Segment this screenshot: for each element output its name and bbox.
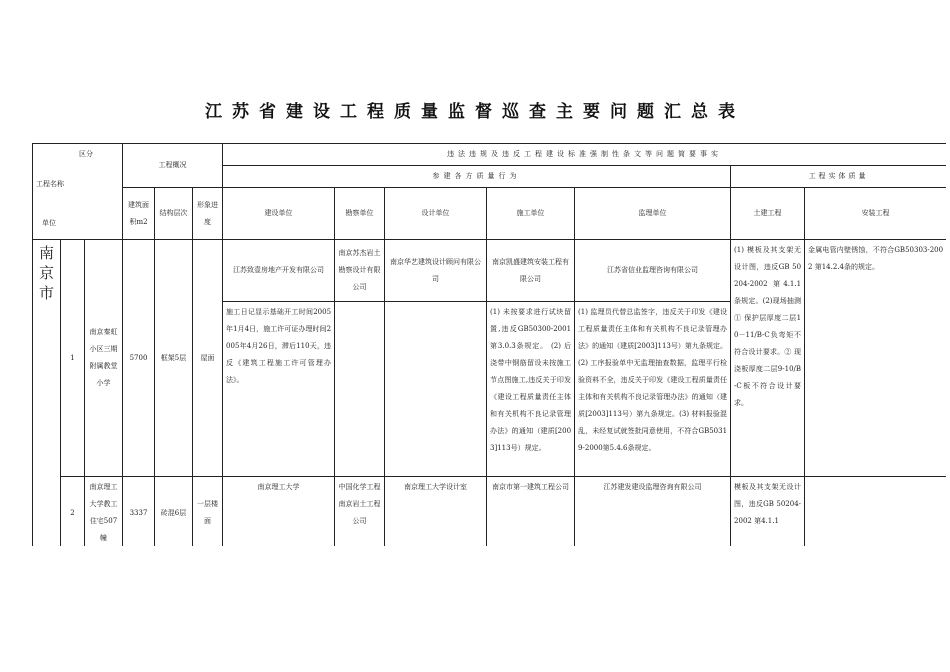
supervision-header: 监理单位 [575,188,731,240]
design-header: 设计单位 [385,188,487,240]
header-row-3 [33,188,947,240]
structure-header: 结构层次 [155,188,193,240]
violations-header: 违法违规及违反工程建设标准强制性条文等问题简要事实 [223,144,946,166]
install-issue-cell: 金属电管内壁锈蚀，不符合GB50303-2002 第14.2.4条的规定。 [805,240,946,477]
install-header: 安装工程 [805,188,946,240]
page-title: 江苏省建设工程质量监督巡查主要问题汇总表 [205,102,745,122]
construction-header: 施工单位 [487,188,575,240]
overview-header: 工程概况 [123,144,223,188]
table-row [33,477,947,547]
project-name-header: 工程名称 [36,180,64,188]
construction-unit-cell: 南京凯盛建筑安装工程有限公司 [487,240,575,302]
structure-cell: 框架5层 [155,240,193,477]
corner-header-cell [33,144,123,240]
construction-unit-cell: 南京市第一建筑工程公司 [487,477,575,547]
design-issue-cell [385,302,487,477]
civil-issue-cell: (1) 模板及其支架无设计图，违反GB 50204-2002 第4.1.1条规定。(2)现场抽测① 保护层厚度二层10－11/B-C负弯矩不符合设计要求。② 现浇板厚度二层9-10/B-C板不符合设计要求。 [731,240,805,477]
area-header: 建筑面积m2 [123,188,155,240]
civil-header: 土建工程 [731,188,805,240]
header-row-1 [33,144,947,166]
construction-issue-cell: (1) 未按要求进行试块留置,违反GB50300-2001 第3.0.3条规定。 (2) 后浇带中钢筋留设未按施工节点图施工,违反关于印发《建设工程质量责任主体和有关机构不良记录管理办法》的通知（建质[2003]113号）规定。 [487,302,575,477]
progress-header: 形象进度 [193,188,223,240]
survey-issue-cell [335,302,385,477]
entity-quality-header: 工程实体质量 [731,166,946,188]
supervision-issue-cell: (1) 监理员代替总监签字，违反关于印发《建设工程质量责任主体和有关机构不良记录管理办法》的通知（建质[2003]113号）第九条规定。 (2) 工序报验单中无监理抽查数据，监理平行检验资料不全，违反关于印发《建设工程质量责任主体和有关机构不良记录管理办法》的通知（建质[2003]113号）第九条规定。(3) 材料报验混乱，未经复试就签批同意使用，不符合GB50319-2000第5.4.6条规定。 [575,302,731,477]
summary-table [32,143,946,546]
city-cell: 南京市 [33,240,61,547]
builder-issue-cell: 施工日记显示基础开工时间2005年1月4日，施工许可证办理时间2005年4月26日，滞后110天，违反《建筑工程施工许可管理办法》。 [223,302,335,477]
unit-header: 单位 [42,219,56,227]
project-name-cell: 南京秦虹小区三期附属教堂小学 [85,240,123,477]
progress-cell: 一层楼面 [193,477,223,547]
survey-header: 勘察单位 [335,188,385,240]
parties-header: 参建各方质量行为 [223,166,731,188]
area-cell: 5700 [123,240,155,477]
district-header: 区分 [79,150,94,158]
builder-unit-cell: 江苏致壹房地产开发有限公司 [223,240,335,302]
progress-cell: 屋面 [193,240,223,477]
survey-unit-cell: 南京苏杰岩土勘察设计有限公司 [335,240,385,302]
project-name-cell: 南京理工大学教工住宅507幢 [85,477,123,547]
row-number: 2 [61,477,85,547]
builder-header: 建设单位 [223,188,335,240]
area-cell: 3337 [123,477,155,547]
summary-table-area [32,143,946,546]
supervision-unit-cell: 江苏省信业监理咨询有限公司 [575,240,731,302]
row-number: 1 [61,240,85,477]
structure-cell: 砖混6层 [155,477,193,547]
install-issue-cell [805,477,946,547]
design-unit-cell: 南京理工大学设计室 [385,477,487,547]
supervision-unit-cell: 江苏建发建设监理咨询有限公司 [575,477,731,547]
civil-issue-cell: 模板及其支架无设计图，违反GB 50204-2002 第4.1.1 [731,477,805,547]
builder-unit-cell: 南京理工大学 [223,477,335,547]
survey-unit-cell: 中国化学工程南京岩土工程公司 [335,477,385,547]
table-row [33,240,947,302]
design-unit-cell: 南京华艺建筑设计顾问有限公司 [385,240,487,302]
